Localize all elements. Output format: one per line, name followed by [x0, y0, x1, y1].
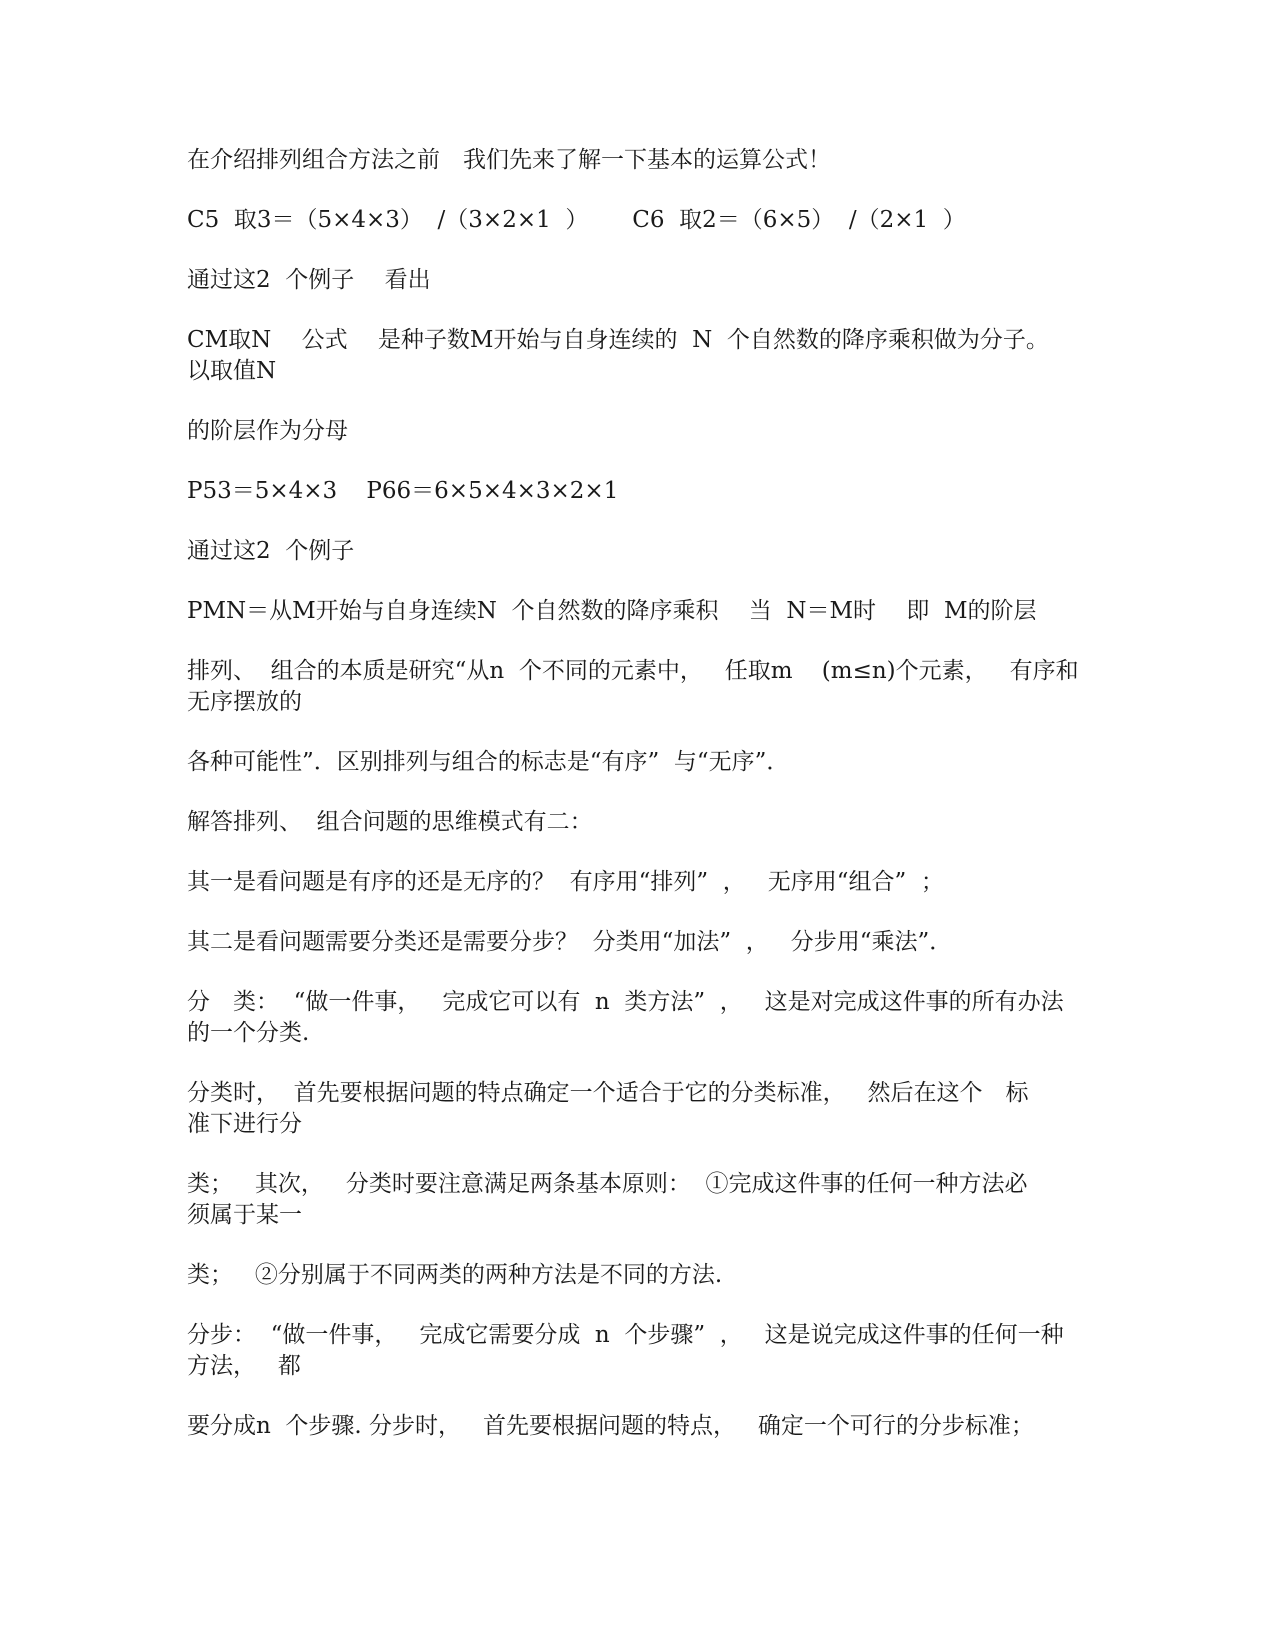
document-body — [187, 145, 1092, 1471]
paragraph-14: 分 类： “做一件事， 完成它可以有 n 类方法” ， 这是对完成这件事的所有办法 的一个分类. — [187, 989, 1064, 1046]
paragraph-19: 要分成n 个步骤. 分步时， 首先要根据问题的特点， 确定一个可行的分步标准； — [187, 1413, 1034, 1439]
paragraph-6: P53＝5×4×3 P66＝6×5×4×3×2×1 — [187, 478, 619, 504]
paragraph-12: 其一是看问题是有序的还是无序的？ 有序用“排列” ， 无序用“组合” ； — [187, 869, 944, 895]
paragraph-11: 解答排列、 组合问题的思维模式有二： — [187, 809, 593, 835]
paragraph-10: 各种可能性”．区别排列与组合的标志是“有序” 与“无序”． — [187, 749, 790, 775]
paragraph-17: 类； ②分别属于不同两类的两种方法是不同的方法. — [187, 1262, 723, 1288]
paragraph-3: 通过这2 个例子 看出 — [187, 267, 431, 293]
paragraph-8: PMN＝从M开始与自身连续N 个自然数的降序乘积 当 N＝M时 即 M的阶层 — [187, 598, 1037, 624]
paragraph-2: C5 取3＝（5×4×3） /（3×2×1 ） C6 取2＝（6×5） /（2×1 ） — [187, 207, 966, 233]
paragraph-9: 排列、 组合的本质是研究“从n 个不同的元素中， 任取m (m≤n)个元素， 有序和 无序摆放的 — [187, 658, 1079, 715]
paragraph-7: 通过这2 个例子 — [187, 538, 355, 564]
paragraph-16: 类； 其次， 分类时要注意满足两条基本原则： ①完成这件事的任何一种方法必 须属于某一 — [187, 1171, 1028, 1228]
paragraph-1: 在介绍排列组合方法之前 我们先来了解一下基本的运算公式！ — [187, 147, 831, 173]
paragraph-15: 分类时， 首先要根据问题的特点确定一个适合于它的分类标准， 然后在这个 标 准下进行分 — [187, 1080, 1029, 1137]
paragraph-4: CM取N 公式 是种子数M开始与自身连续的 N 个自然数的降序乘积做为分子。 以取值N — [187, 327, 1049, 384]
paragraph-13: 其二是看问题需要分类还是需要分步？ 分类用“加法” ， 分步用“乘法”． — [187, 929, 953, 955]
paragraph-5: 的阶层作为分母 — [187, 418, 348, 444]
paragraph-18: 分步： “做一件事， 完成它需要分成 n 个步骤” ， 这是说完成这件事的任何一种 方法， 都 — [187, 1322, 1064, 1379]
